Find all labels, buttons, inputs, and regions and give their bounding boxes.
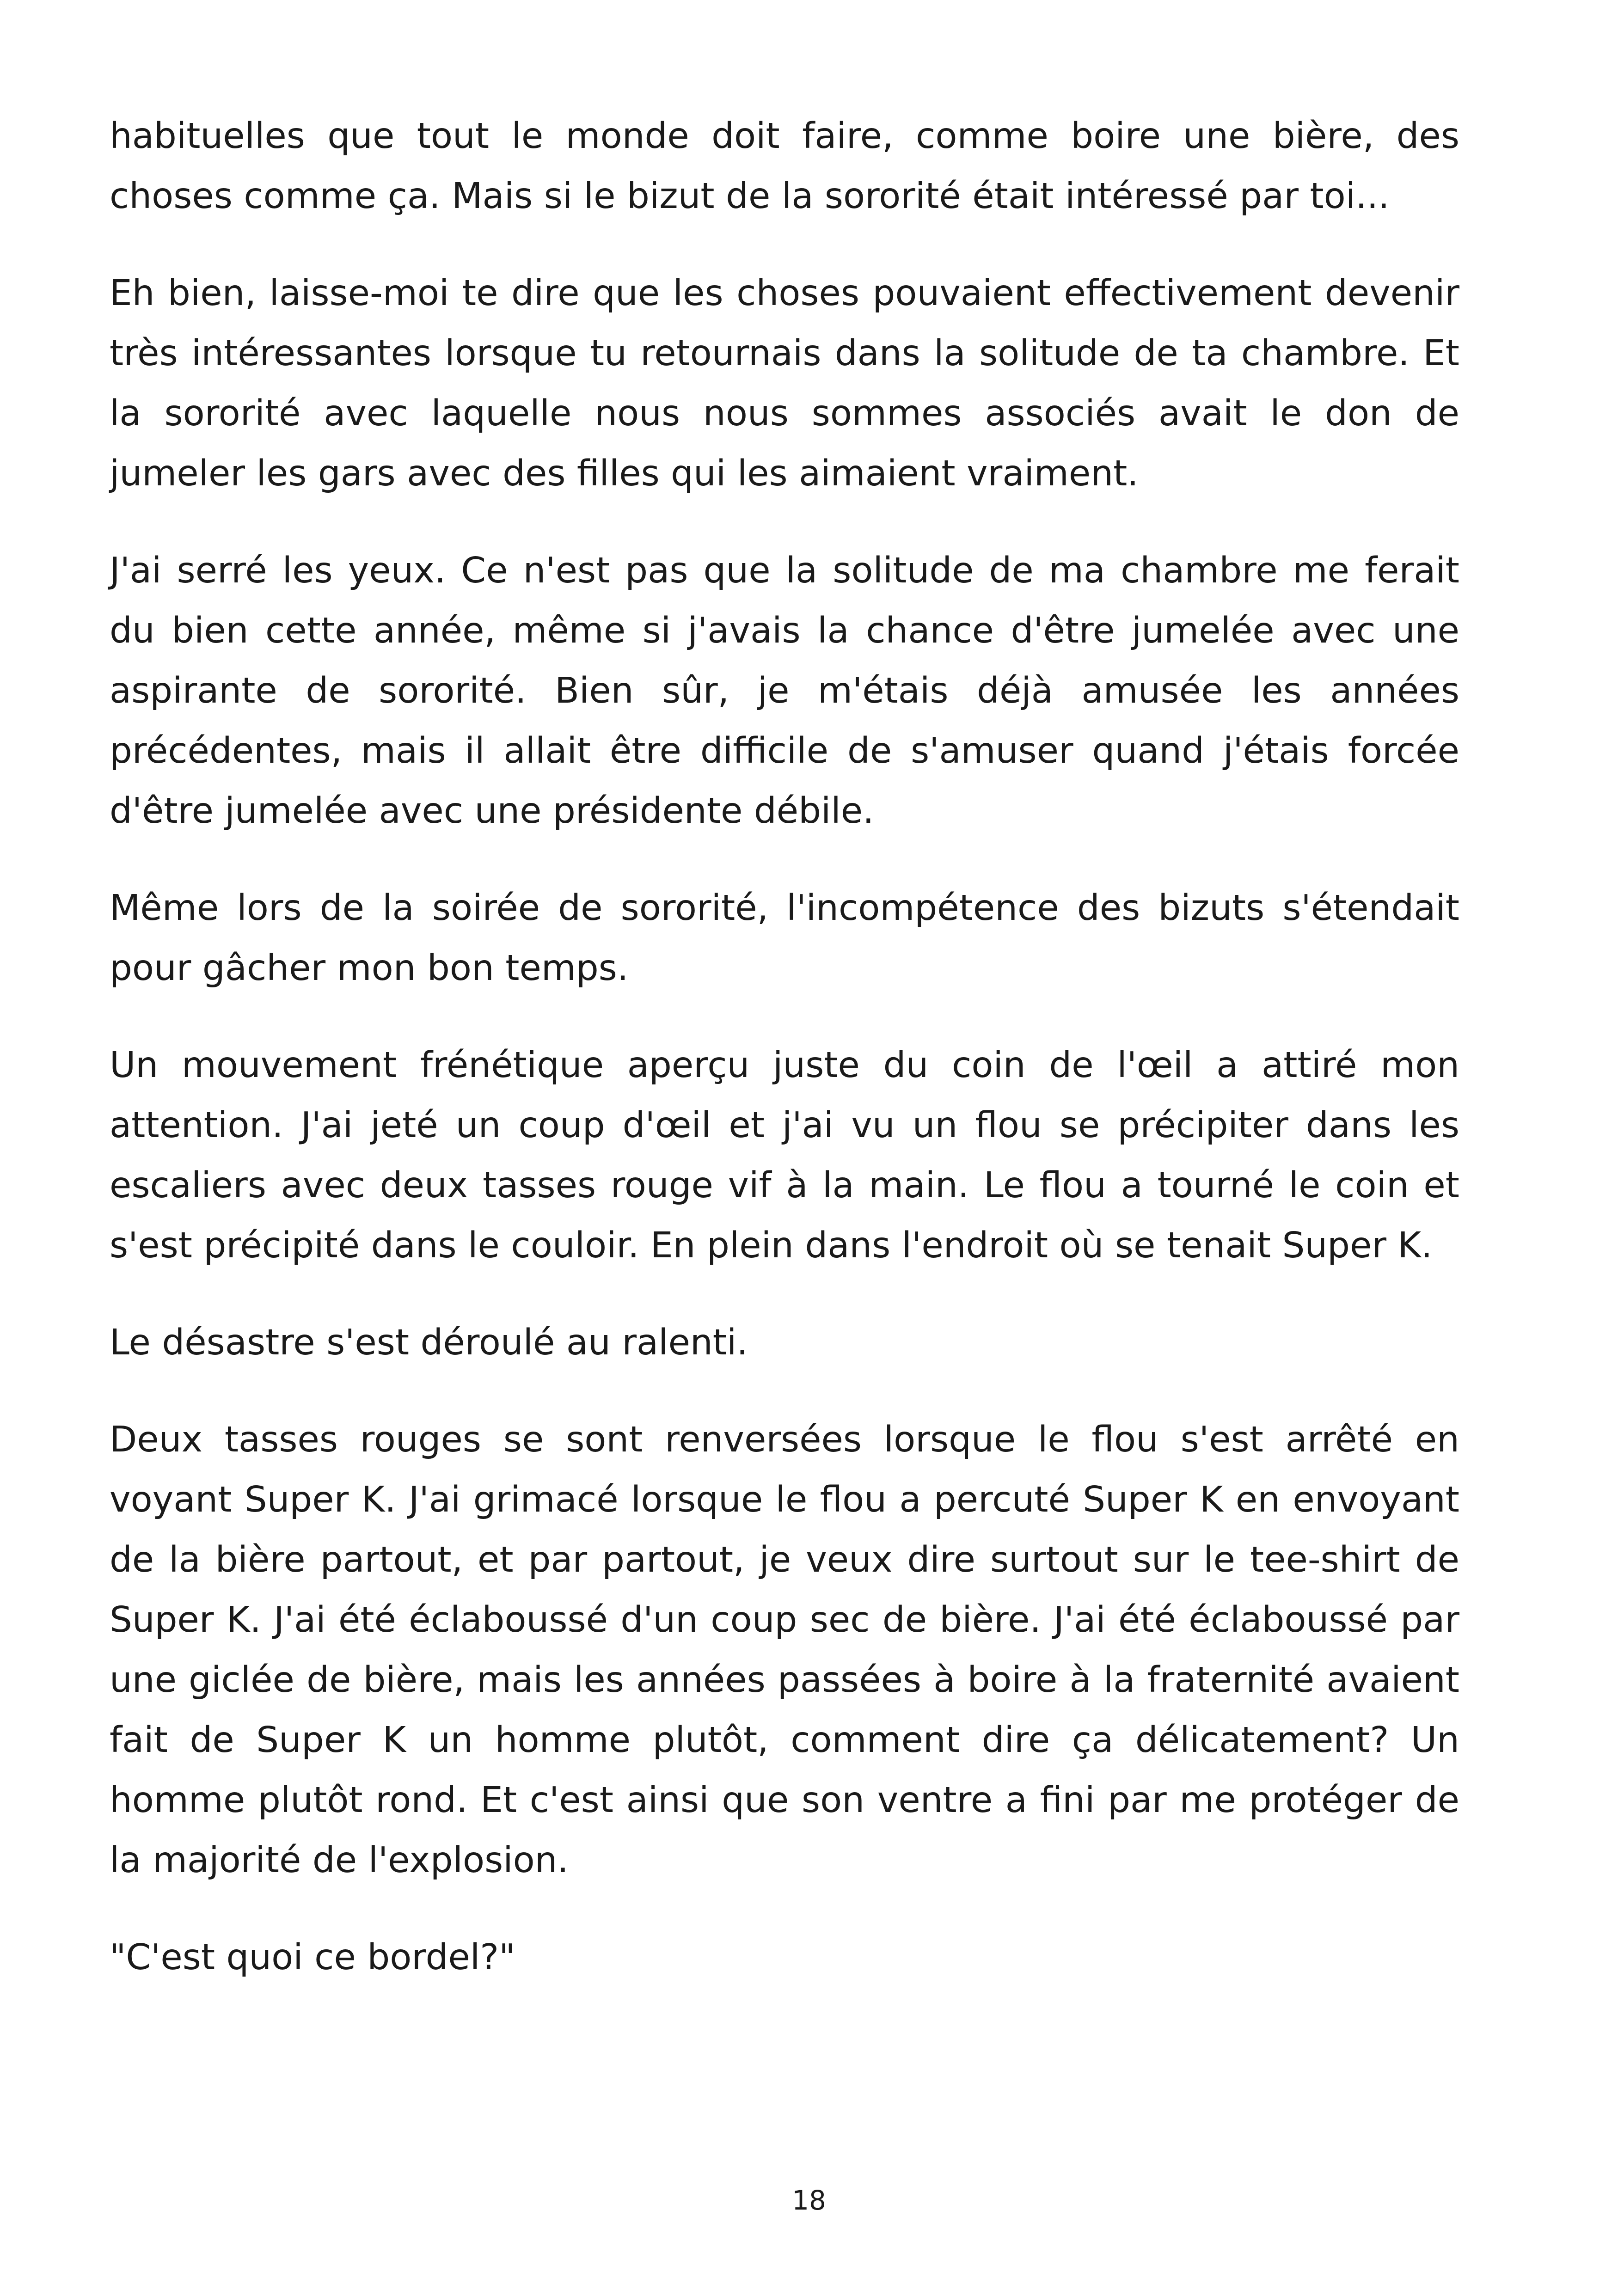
page-number: 18 bbox=[792, 2185, 826, 2216]
paragraph: Eh bien, laisse-moi te dire que les choses pouvaient effectivement devenir très intéressantes lorsque tu retournais dans la solitude de ta chambre. Et la sororité avec laquelle nous nous sommes associés avait le don de jumeler les gars avec des filles qui les aimaient vraiment. bbox=[110, 273, 1459, 494]
paragraph: habituelles que tout le monde doit faire, comme boire une bière, des choses comme ça. Mais si le bizut de la sororité était intéressé par toi... bbox=[110, 116, 1459, 217]
paragraph: Le désastre s'est déroulé au ralenti. bbox=[110, 1322, 748, 1363]
body-text bbox=[110, 106, 1459, 2025]
paragraph: Même lors de la soirée de sororité, l'incompétence des bizuts s'étendait pour gâcher mon bon temps. bbox=[110, 888, 1459, 989]
paragraph: Deux tasses rouges se sont renversées lorsque le flou s'est arrêté en voyant Super K. J'ai grimacé lorsque le flou a percuté Super K en envoyant de la bière partout, et par partout, je veux dire surtout sur le tee-shirt de Super K. J'ai été éclaboussé d'un coup sec de bière. J'ai été éclaboussé par une giclée de bière, mais les années passées à boire à la fraternité avaient fait de Super K un homme plutôt, comment dire ça délicatement? Un homme plutôt rond. Et c'est ainsi que son ventre a fini par me protéger de la majorité de l'explosion. bbox=[110, 1419, 1459, 1881]
paragraph: "C'est quoi ce bordel?" bbox=[110, 1937, 515, 1978]
paragraph: J'ai serré les yeux. Ce n'est pas que la solitude de ma chambre me ferait du bien cette année, même si j'avais la chance d'être jumelée avec une aspirante de sororité. Bien sûr, je m'étais déjà amusée les années précédentes, mais il allait être difficile de s'amuser quand j'étais forcée d'être jumelée avec une présidente débile. bbox=[110, 550, 1459, 832]
paragraph: Un mouvement frénétique aperçu juste du coin de l'œil a attiré mon attention. J'ai jeté un coup d'œil et j'ai vu un flou se précipiter dans les escaliers avec deux tasses rouge vif à la main. Le flou a tourné le coin et s'est précipité dans le couloir. En plein dans l'endroit où se tenait Super K. bbox=[110, 1045, 1459, 1266]
